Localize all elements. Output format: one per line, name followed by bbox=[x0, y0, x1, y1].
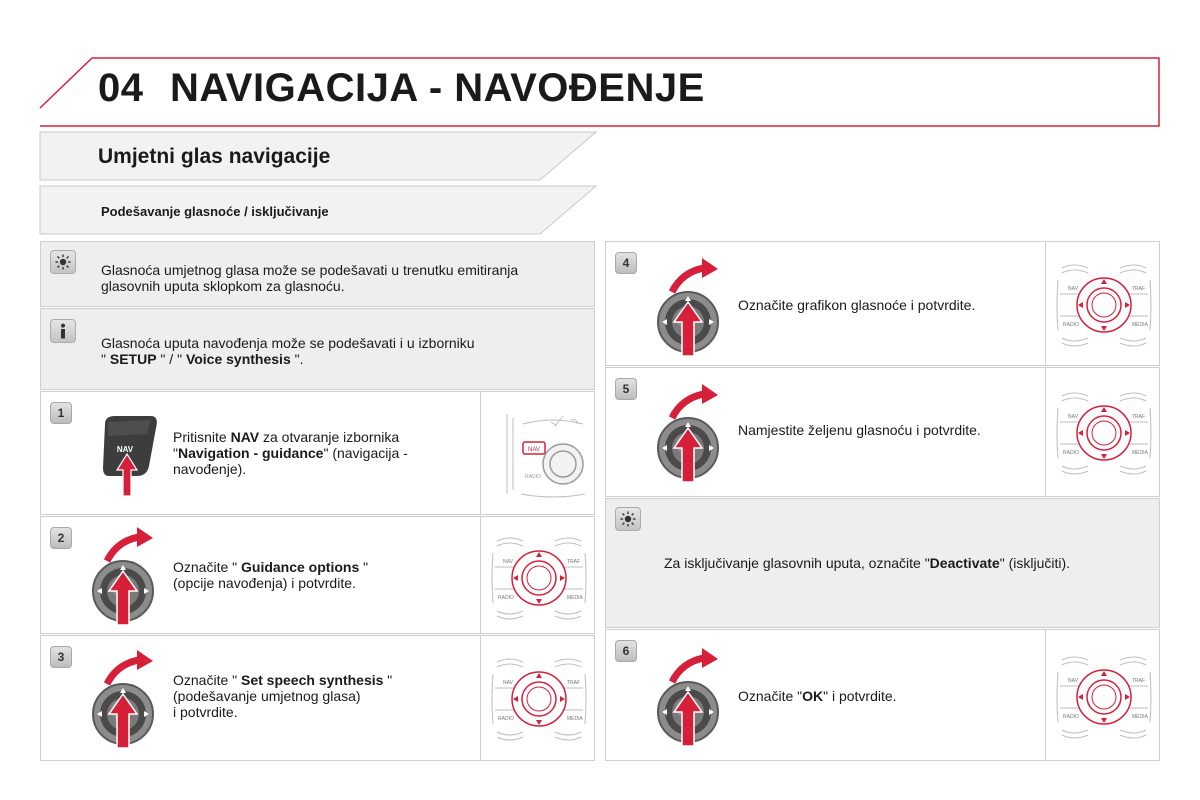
subsection-title: Podešavanje glasnoće / isključivanje bbox=[101, 204, 329, 219]
divider bbox=[1045, 368, 1046, 496]
rotate-arrow-head bbox=[702, 384, 718, 404]
step-3-post2: (podešavanje umjetnog glasa) bbox=[173, 688, 361, 704]
tip-2-post: " (isključiti). bbox=[999, 555, 1071, 571]
info-setup: SETUP bbox=[109, 351, 157, 367]
rotate-arrow-head bbox=[137, 650, 153, 670]
step-1-quote: " bbox=[173, 445, 178, 461]
info-box bbox=[40, 308, 595, 390]
step-6-text bbox=[738, 688, 1038, 704]
tip-box bbox=[40, 241, 595, 307]
info-quote-open: " bbox=[101, 351, 110, 367]
panel-traf-label: TRAF bbox=[567, 559, 581, 565]
panel-radio-label: RADIO bbox=[498, 716, 514, 722]
step-3-text bbox=[173, 672, 463, 720]
control-panel-icon bbox=[489, 533, 589, 623]
panel-radio-label: RADIO bbox=[1063, 450, 1079, 456]
step-3-option: Set speech synthesis bbox=[241, 672, 384, 688]
step-box-6 bbox=[605, 629, 1160, 761]
rotate-arrow bbox=[672, 268, 704, 292]
nav-button-label: NAV bbox=[116, 445, 134, 454]
rotate-arrow-head bbox=[702, 258, 718, 278]
rotary-dial-icon bbox=[652, 642, 732, 752]
divider bbox=[480, 392, 481, 514]
step-number-badge: 2 bbox=[50, 527, 72, 549]
info-voice-synthesis: Voice synthesis bbox=[185, 351, 291, 367]
step-box-5 bbox=[605, 367, 1160, 497]
rotate-arrow-head bbox=[137, 527, 153, 547]
chapter-number: 04 bbox=[98, 66, 144, 110]
control-panel-icon bbox=[1054, 388, 1154, 478]
step-3-post1: " bbox=[383, 672, 393, 688]
step-number-badge: 4 bbox=[615, 252, 637, 274]
panel-media-label: MEDIA bbox=[1132, 714, 1148, 720]
chapter-title: NAVIGACIJA - NAVOĐENJE bbox=[170, 66, 705, 110]
step-number-badge: 1 bbox=[50, 402, 72, 424]
panel-traf-label: TRAF bbox=[1132, 286, 1146, 292]
step-6-pre: Označite " bbox=[738, 688, 803, 704]
panel-media-label: MEDIA bbox=[567, 716, 583, 722]
step-number-badge: 5 bbox=[615, 378, 637, 400]
info-text bbox=[101, 335, 571, 367]
rotary-dial-icon bbox=[652, 252, 732, 362]
tip-text: Glasnoća umjetnog glasa može se podešavati u trenutku emitiranja glasovnih uputa sklopkom za glasnoću. bbox=[101, 262, 519, 294]
tip-box bbox=[605, 498, 1160, 628]
panel-traf-label: TRAF bbox=[1132, 414, 1146, 420]
panel-media-label: MEDIA bbox=[567, 595, 583, 601]
divider bbox=[480, 517, 481, 633]
step-1-menu: Navigation - guidance bbox=[177, 445, 324, 461]
rotate-arrow bbox=[672, 658, 704, 682]
section-title: Umjetni glas navigacije bbox=[98, 145, 331, 168]
step-2-text bbox=[173, 559, 463, 591]
rotate-arrow bbox=[672, 394, 704, 418]
step-1-post: " (navigacija - navođenje). bbox=[173, 445, 408, 477]
info-line1: Glasnoća uputa navođenja može se podešavati i u izborniku bbox=[101, 335, 475, 351]
radio-unit-icon bbox=[493, 404, 593, 504]
panel-radio-label: RADIO bbox=[1063, 322, 1079, 328]
panel-traf-label: TRAF bbox=[1132, 678, 1146, 684]
step-2-option: Guidance options bbox=[241, 559, 360, 575]
nav-button-icon bbox=[99, 410, 169, 500]
panel-media-label: MEDIA bbox=[1132, 450, 1148, 456]
control-panel-icon bbox=[1054, 260, 1154, 350]
divider bbox=[1045, 242, 1046, 365]
divider bbox=[1045, 630, 1046, 760]
tip-2-text bbox=[664, 555, 1154, 571]
step-2-post2: (opcije navođenja) i potvrdite. bbox=[173, 575, 356, 591]
lightbulb-icon bbox=[50, 250, 76, 274]
step-3-pre: Označite " bbox=[173, 672, 241, 688]
control-panel-icon bbox=[1054, 652, 1154, 742]
rotate-arrow-head bbox=[702, 648, 718, 668]
step-1-text bbox=[173, 429, 463, 477]
step-3-post3: i potvrdite. bbox=[173, 704, 238, 720]
step-5-text: Namjestite željenu glasnoću i potvrdite. bbox=[738, 422, 981, 438]
panel-nav-label: NAV bbox=[503, 680, 513, 686]
rotary-dial-icon bbox=[652, 378, 732, 488]
info-icon bbox=[50, 319, 76, 343]
radio-radio-label: RADIO bbox=[525, 474, 541, 480]
panel-radio-label: RADIO bbox=[1063, 714, 1079, 720]
step-4-text: Označite grafikon glasnoće i potvrdite. bbox=[738, 297, 976, 313]
step-box-2 bbox=[40, 516, 595, 634]
info-separator: " / " bbox=[156, 351, 186, 367]
step-box-4 bbox=[605, 241, 1160, 366]
step-2-post1: " bbox=[359, 559, 369, 575]
rotate-arrow bbox=[107, 660, 139, 684]
rotary-dial-icon bbox=[87, 644, 167, 754]
panel-traf-label: TRAF bbox=[567, 680, 581, 686]
step-number-badge: 6 bbox=[615, 640, 637, 662]
tip-2-pre: Za isključivanje glasovnih uputa, označite " bbox=[664, 555, 930, 571]
tip-2-option: Deactivate bbox=[929, 555, 1000, 571]
radio-nav-label: NAV bbox=[528, 447, 540, 453]
step-1-nav: NAV bbox=[230, 429, 260, 445]
panel-radio-label: RADIO bbox=[498, 595, 514, 601]
step-6-option: OK bbox=[802, 688, 824, 704]
rotate-arrow bbox=[107, 537, 139, 561]
step-box-3 bbox=[40, 635, 595, 761]
panel-nav-label: NAV bbox=[1068, 678, 1078, 684]
step-6-post: " i potvrdite. bbox=[823, 688, 897, 704]
panel-media-label: MEDIA bbox=[1132, 322, 1148, 328]
divider bbox=[480, 636, 481, 760]
step-box-1 bbox=[40, 391, 595, 515]
panel-nav-label: NAV bbox=[1068, 286, 1078, 292]
step-1-mid: za otvaranje izbornika bbox=[259, 429, 400, 445]
step-1-pre: Pritisnite bbox=[173, 429, 231, 445]
step-number-badge: 3 bbox=[50, 646, 72, 668]
panel-nav-label: NAV bbox=[1068, 414, 1078, 420]
info-end: ". bbox=[290, 351, 304, 367]
rotary-dial-icon bbox=[87, 521, 167, 631]
step-2-pre: Označite " bbox=[173, 559, 241, 575]
lightbulb-icon bbox=[615, 507, 641, 531]
control-panel-icon bbox=[489, 654, 589, 744]
panel-nav-label: NAV bbox=[503, 559, 513, 565]
